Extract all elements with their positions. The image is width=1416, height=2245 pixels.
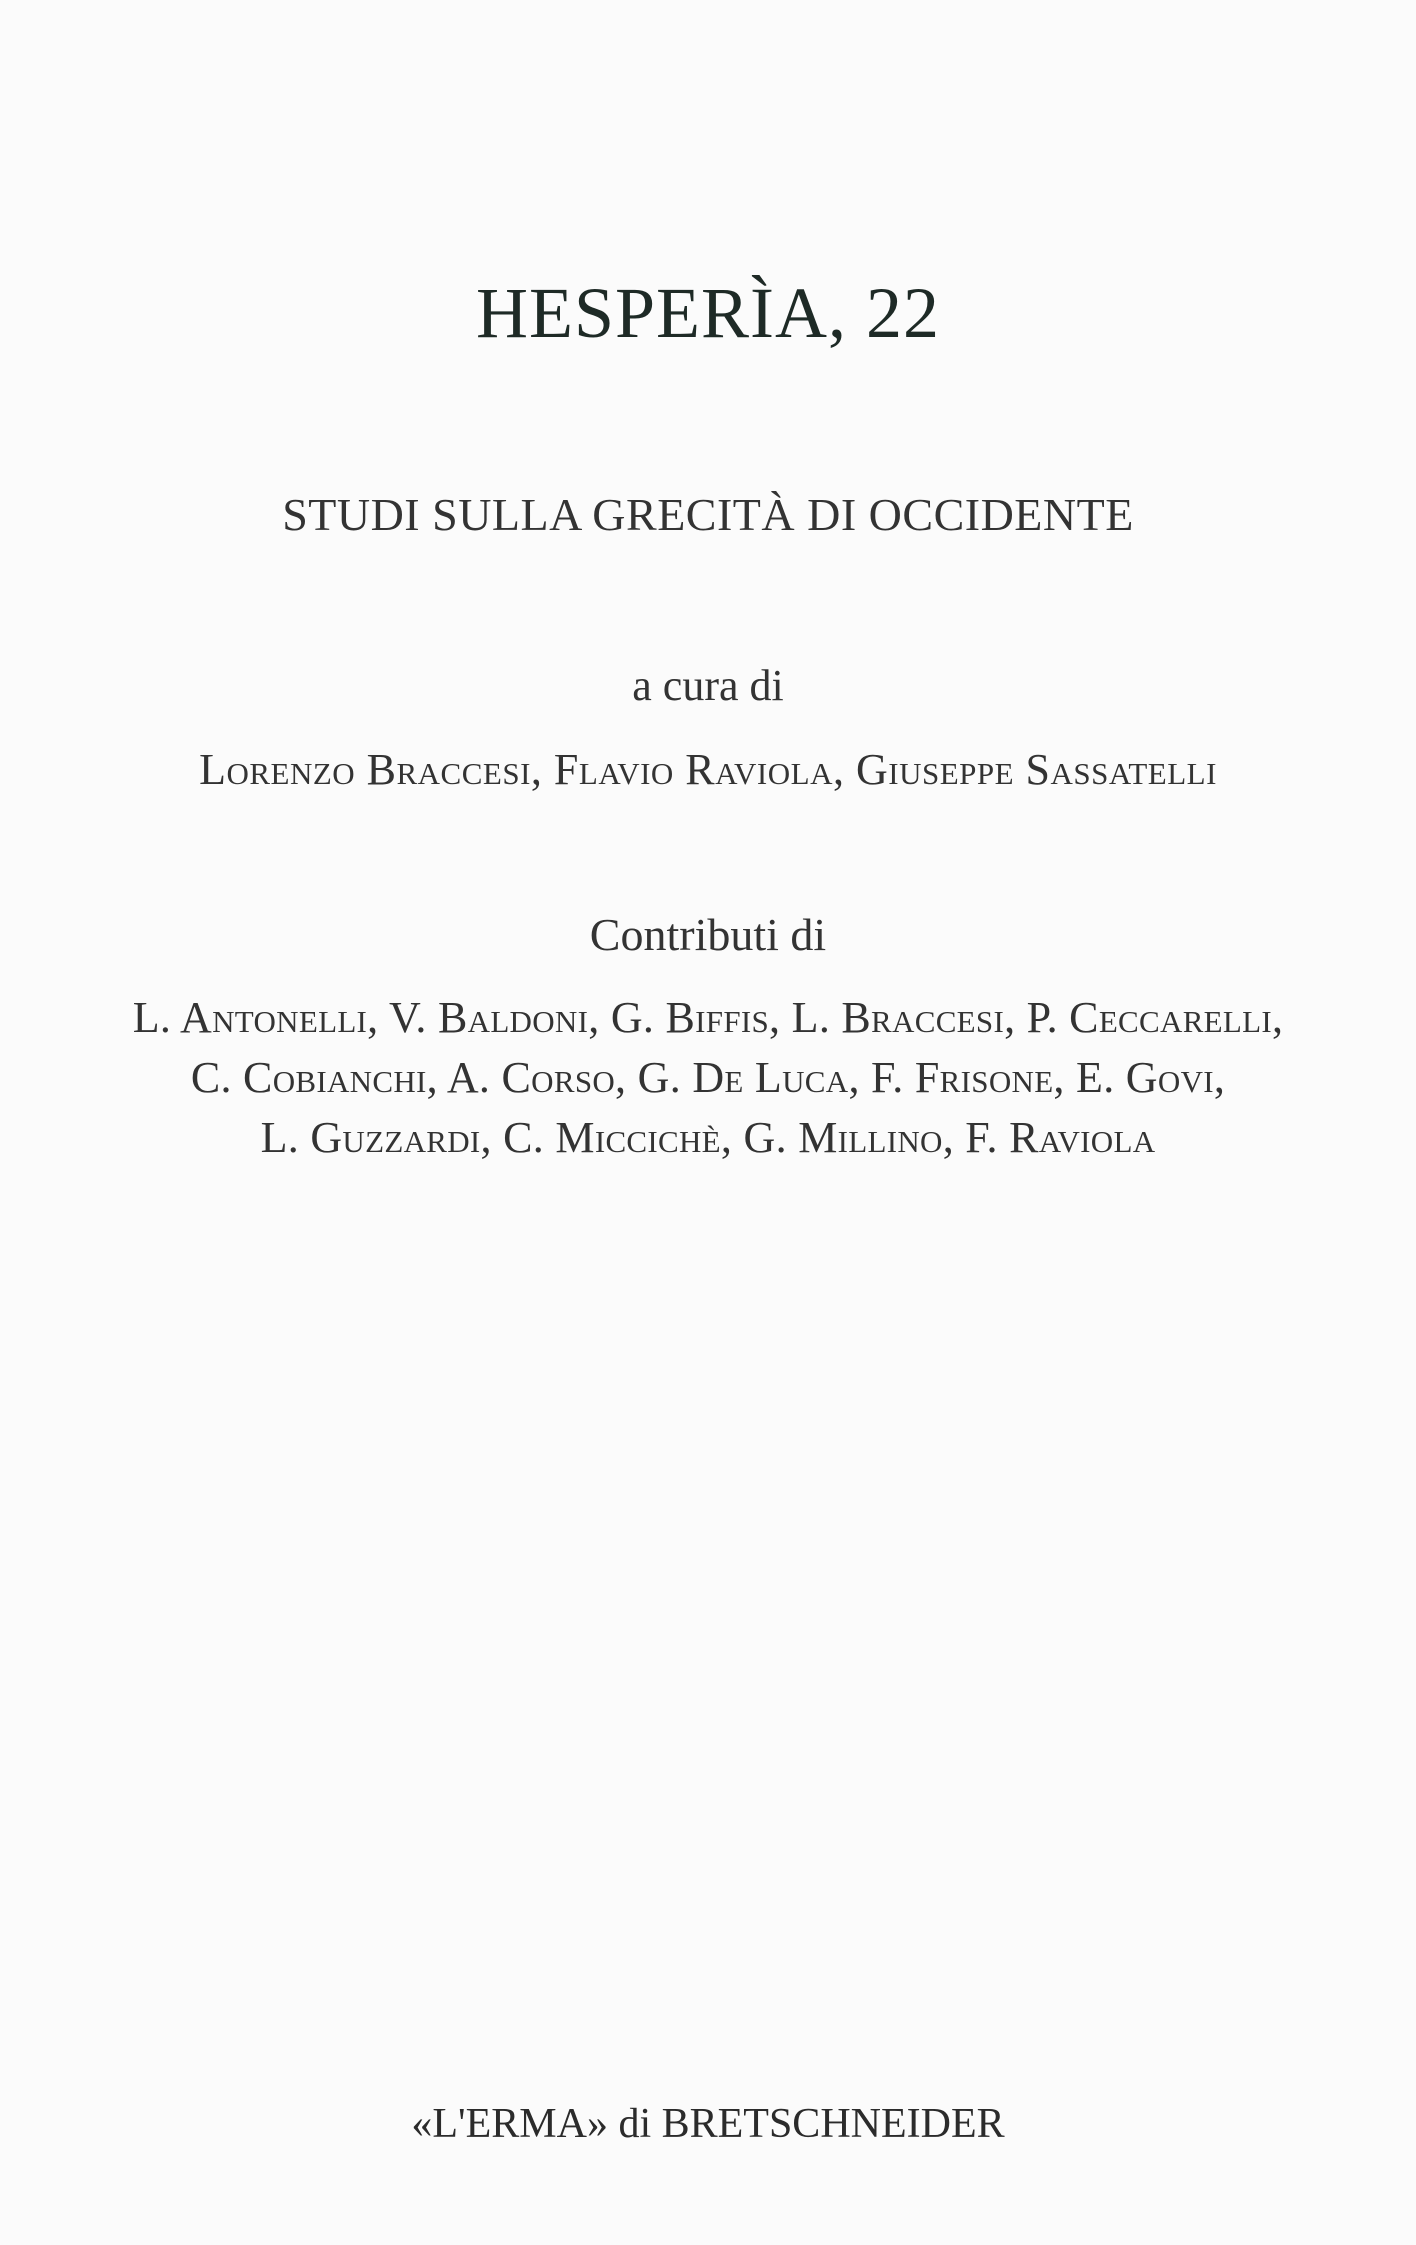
editors-label: a cura di <box>632 661 784 710</box>
editors-names: Lorenzo Braccesi, Flavio Raviola, Giuseppe Sassatelli <box>199 745 1217 794</box>
contributors-line: L. Antonelli, V. Baldoni, G. Biffis, L. Braccesi, P. Ceccarelli, <box>132 993 1284 1042</box>
contributors-line: C. Cobianchi, A. Corso, G. De Luca, F. Frisone, E. Govi, <box>190 1053 1226 1102</box>
contributors-label: Contributi di <box>589 909 827 960</box>
book-subtitle: STUDI SULLA GRECITÀ DI OCCIDENTE <box>282 489 1134 540</box>
contributors-line: L. Guzzardi, C. Miccichè, G. Millino, F. Raviola <box>260 1113 1156 1162</box>
book-title: HESPERÌA, 22 <box>475 273 941 353</box>
publisher-name: «L'ERMA» di BRETSCHNEIDER <box>411 2101 1005 2147</box>
